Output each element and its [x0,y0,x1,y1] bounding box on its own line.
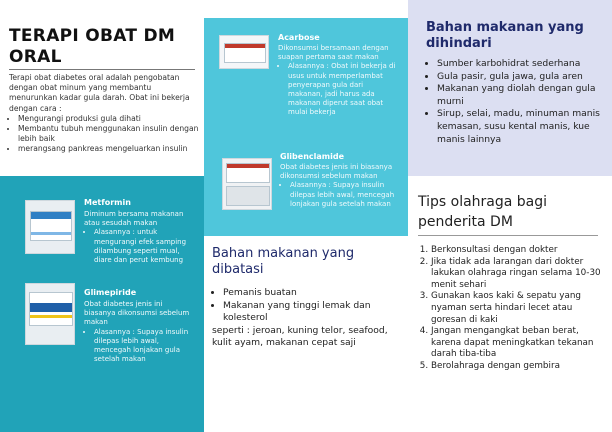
exercise-tip: 1. Berkonsultasi dengan dokter [431,245,604,257]
title-divider [9,69,195,70]
avoided-foods-item: • Sumber karbohidrat sederhana [437,58,606,71]
limited-foods-example: seperti : jeroan, kuning telor, seafood, kulit ayam, makanan cepat saji [212,324,388,349]
acarbose-desc: Dikonsumsi bersamaan dengan suapan pertama saat makan [278,44,389,62]
metformin-name: Metformin [84,198,131,207]
intro-item: • Membantu tubuh menggunakan insulin dengan lebih baik [18,124,199,144]
acarbose-info [278,44,400,118]
glibenclamide-box-image [222,158,272,210]
avoided-foods-item: • Makanan yang diolah dengan gula murni [437,83,606,108]
exercise-tips-section [418,245,604,373]
intro-list [18,114,199,155]
exercise-tip: 4. Jangan mengangkat beban berat, karena dapat meningkatkan tekanan darah tiba-tiba [431,326,604,361]
limited-foods-item: • Pemanis buatan [223,287,404,300]
acarbose-box-image [219,35,269,69]
glimepiride-reason: • Alasannya : Supaya insulin dilepas lebih awal, mencegah lonjakan gula setelah makan [94,328,196,365]
tips-divider [418,235,598,236]
exercise-tip: 5. Berolahraga dengan gembira [431,361,604,373]
avoided-foods-item: • Gula pasir, gula jawa, gula aren [437,71,606,84]
glibenclamide-info [280,163,400,209]
avoided-foods-title: Bahan makanan yang dihindari [426,20,584,51]
page-title: TERAPI OBAT DM ORAL [9,26,176,67]
acarbose-reason: • Alasannya : Obat ini bekerja di usus untuk memperlambat penyerapan gula dari makanan, jadi harus ada makanan diperut saat obat mulai bekerja [288,62,400,117]
intro-item: • Mengurangi produksi gula dihati [18,114,199,124]
intro-item: • merangsang pankreas mengeluarkan insulin [18,144,199,154]
metformin-box-image [25,200,75,254]
metformin-desc: Diminum bersama makanan atau sesudah makan [84,210,184,228]
exercise-tips-title: Tips olahraga bagi penderita DM [418,194,548,230]
exercise-tip: 3. Gunakan kaos kaki & sepatu yang nyaman serta hindari lecet atau goresan di kaki [431,291,604,326]
glimepiride-desc: Obat diabetes jenis ini biasanya dikonsumsi sebelum makan [84,300,190,327]
glimepiride-box-image [25,283,75,345]
glibenclamide-name: Glibenclamide [280,152,345,161]
acarbose-name: Acarbose [278,33,320,42]
avoided-foods-section [426,58,606,146]
glimepiride-name: Glimepiride [84,288,137,297]
intro-text: Terapi obat diabetes oral adalah pengobatan dengan obat minum yang membantu menurunkan kadar gula darah. Obat ini bekerja dengan cara : [9,73,190,113]
limited-foods-title: Bahan makanan yang dibatasi [212,246,355,277]
metformin-info [84,210,196,265]
limited-foods-section [212,287,404,350]
glibenclamide-reason: • Alasannya : Supaya insulin dilepas lebih awal, mencegah lonjakan gula setelah makan [290,181,400,209]
glimepiride-info [84,300,196,364]
limited-foods-item: • Makanan yang tinggi lemak dan kolesterol [223,300,404,325]
metformin-reason: • Alasannya : untuk mengurangi efek samping dilambung seperti mual, diare dan perut kembung [94,228,196,265]
avoided-foods-item: • Sirup, selai, madu, minuman manis kemasan, susu kental manis, kue manis lainnya [437,108,606,146]
exercise-tip: 2. Jika tidak ada larangan dari dokter lakukan olahraga ringan selama 10-30 menit sehari [431,257,604,292]
intro-section [9,73,199,155]
glibenclamide-desc: Obat diabetes jenis ini biasanya dikonsumsi sebelum makan [280,163,393,181]
